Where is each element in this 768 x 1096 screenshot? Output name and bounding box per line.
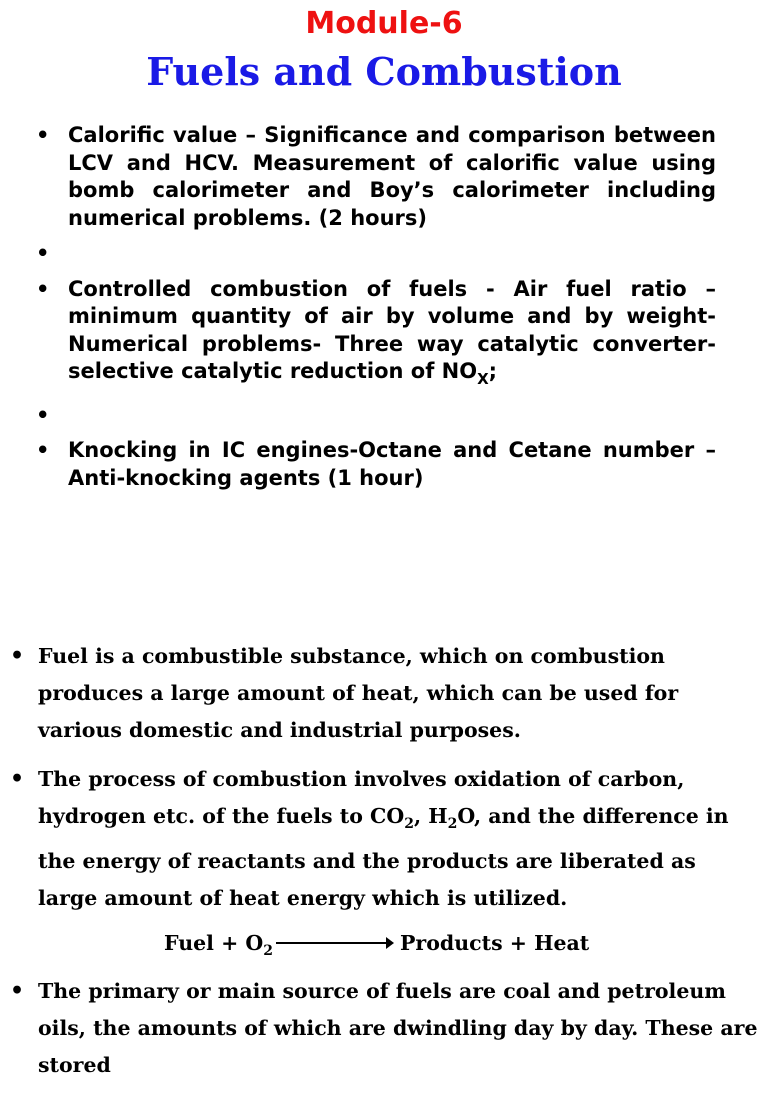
list-item: [36, 276, 716, 394]
subscript: 2: [447, 816, 458, 832]
bullet-icon: •: [36, 276, 50, 301]
topic-text: Knocking in IC engines-Octane and Cetane number – Anti-knocking agents (1 hour): [68, 438, 716, 490]
bullet-icon: •: [36, 402, 50, 427]
bullet-icon: •: [10, 766, 25, 792]
bullet-icon: •: [36, 123, 50, 147]
equation-rhs: Products + Heat: [400, 931, 590, 955]
topic-list: [36, 122, 716, 500]
topic-text: Calorific value – Significance and comparison between LCV and HCV. Measurement of calorific value using bomb calorimeter and Boy’s calorimeter including numerical problems. (2 hours): [68, 123, 716, 230]
subscript: 2: [404, 816, 414, 832]
subscript-x: X: [477, 370, 489, 388]
paragraph-fuel-sources: [6, 973, 762, 1084]
list-item: [36, 402, 716, 430]
list-item: [36, 240, 716, 268]
bullet-icon: •: [36, 241, 50, 265]
bullet-icon: •: [10, 978, 25, 1004]
paragraph-text: O, and the difference in the energy of reactants and the products are liberated as large amount of heat energy which is utilized.: [38, 804, 729, 910]
arrow-line: [276, 942, 388, 944]
paragraph-text: The primary or main source of fuels are coal and petroleum oils, the amounts of which are dwindling day by day. These are stored: [38, 979, 758, 1077]
topic-suffix: ;: [488, 359, 498, 383]
equation-lhs-text: Fuel + O: [164, 931, 264, 955]
list-item: [36, 122, 716, 232]
combustion-equation: [6, 925, 762, 965]
body-section: [6, 638, 762, 1096]
paragraph-text: Fuel is a combustible substance, which on combustion produces a large amount of heat, which can be used for various domestic and industrial purposes.: [38, 644, 679, 742]
page-title: Fuels and Combustion: [146, 49, 622, 94]
subscript: 2: [263, 943, 273, 959]
bullet-icon: •: [36, 438, 50, 462]
paragraph-combustion-process: [6, 761, 762, 917]
list-item: [36, 437, 716, 492]
paragraph-text: , H: [413, 804, 448, 828]
paragraph-fuel-definition: [6, 638, 762, 749]
paragraph-text: The process of combustion involves oxidation of carbon, hydrogen etc. of the fuels to CO: [38, 767, 685, 828]
module-label: Module-6: [305, 6, 463, 41]
equation-lhs: [164, 925, 273, 970]
topic-text: Controlled combustion of fuels - Air fuel ratio – minimum quantity of air by volume and by weight- Numerical problems- Three way catalytic converter- selective catalytic reduction of NO: [68, 276, 716, 383]
bullet-icon: •: [10, 643, 25, 669]
arrow-right-icon: [386, 937, 394, 949]
